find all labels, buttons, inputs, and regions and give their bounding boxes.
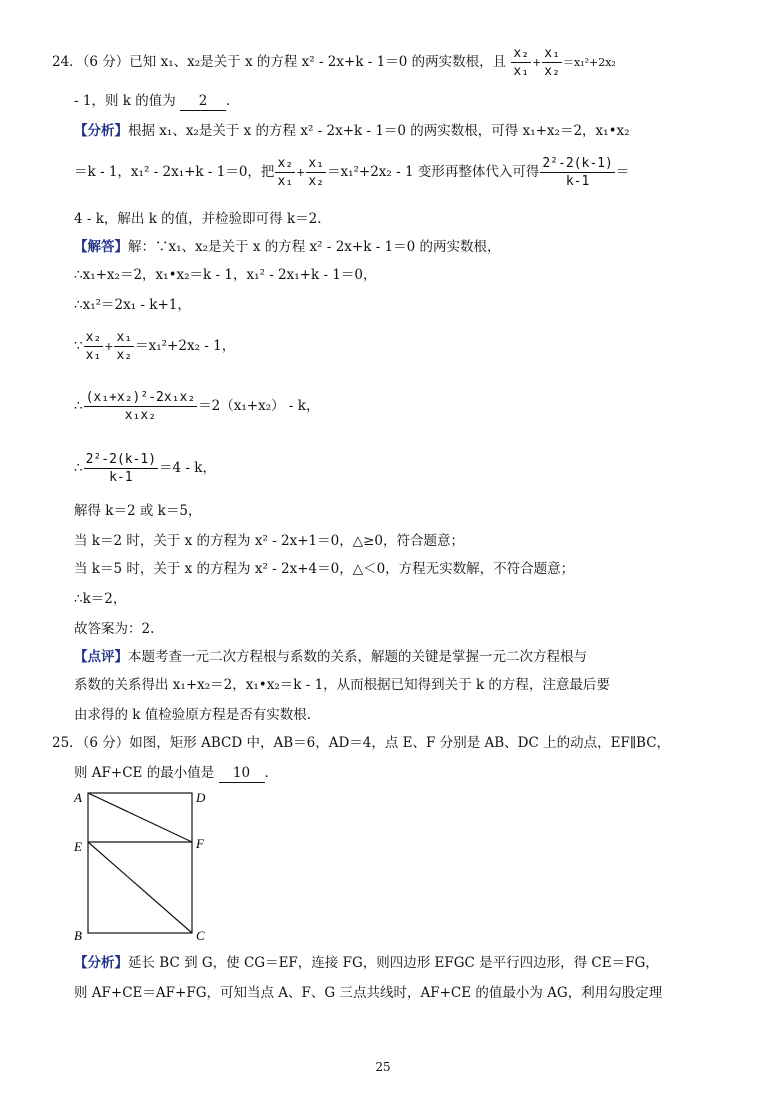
label-e: E: [74, 839, 82, 854]
solution24-fraction-1: $\frac{\text{x₂}}{\text{x₁}}$: [85, 330, 102, 363]
analysis24-fraction-3: $\frac{\text{2²-2(k-1)}}{k-1}$: [542, 156, 613, 189]
q24-answer-blank: 2: [180, 92, 226, 111]
q25-line2: 则 AF+CE 的最小值是 10 ．: [74, 765, 278, 781]
analysis25-line2: 则 AF+CE＝AF+FG，可知当点 A、F、G 三点共线时，AF+CE 的值最小为 AG，利用勾股定理: [74, 985, 663, 1001]
analysis24-line2: ＝k - 1，x₁² - 2x₁+k - 1＝0，把 $\frac{\text{x₂}}{\text{x₁}}$ + $\frac{\text{x₁}}{\text{x₂}}$ ＝x₁²+2x₂ - 1 变形再整体代入可得 $\frac{\text{2²-2(k-1)}}{k-1}$ ＝: [74, 156, 630, 189]
solution24-line3: ∴x₁²＝2x₁ - k+1，: [74, 297, 191, 313]
analysis-tag: 【分析】: [74, 955, 128, 971]
q24-fraction-a: $\frac{\text{x₂}}{\text{x₁}}$: [513, 46, 530, 79]
q24-line1: 24．（6 分）已知 x₁、x₂是关于 x 的方程 x² - 2x+k - 1＝0 的两实数根，且 $\frac{\text{x₂}}{\text{x₁}}$ + $\frac{\text{x₁}}{\text{x₂}}$ ＝x₁²+2x₂: [52, 46, 616, 79]
solution24-fraction-3: $\frac{\text{(x₁+x₂)²-2x₁x₂}}{\text{x₁x₂}}$: [85, 390, 196, 423]
analysis24-line1: 【分析】根据 x₁、x₂是关于 x 的方程 x² - 2x+k - 1＝0 的两实数根，可得 x₁+x₂＝2，x₁•x₂: [74, 123, 630, 139]
solution24-fraction-4: $\frac{\text{2²-2(k-1)}}{k-1}$: [85, 452, 157, 485]
solution24-line8: 当 k＝2 时，关于 x 的方程为 x² - 2x+1＝0，△≥0，符合题意；: [74, 533, 464, 549]
comment24-line1: 【点评】本题考查一元二次方程根与系数的关系，解题的关键是掌握一元二次方程根与: [74, 649, 587, 665]
solution24-line2: ∴x₁+x₂＝2，x₁•x₂＝k - 1，x₁² - 2x₁+k - 1＝0，: [74, 267, 377, 283]
label-f: F: [196, 836, 204, 851]
solution-tag: 【解答】: [74, 239, 128, 255]
comment-tag: 【点评】: [74, 649, 128, 665]
solution24-line4: ∵ $\frac{\text{x₂}}{\text{x₁}}$ + $\frac{\text{x₁}}{\text{x₂}}$ ＝x₁²+2x₂ - 1，: [74, 330, 236, 363]
solution24-fraction-2: $\frac{\text{x₁}}{\text{x₂}}$: [116, 330, 133, 363]
analysis-tag: 【分析】: [74, 123, 128, 139]
solution24-line6: ∴ $\frac{\text{2²-2(k-1)}}{k-1}$ ＝4 - k，: [74, 452, 216, 485]
rectangle-figure: [70, 784, 220, 944]
label-c: C: [196, 928, 205, 943]
label-a: A: [74, 790, 82, 805]
segment-af: [88, 793, 192, 842]
label-b: B: [74, 928, 82, 943]
solution24-line7: 解得 k＝2 或 k＝5，: [74, 503, 202, 519]
analysis24-fraction-1: $\frac{\text{x₂}}{\text{x₁}}$: [277, 156, 294, 189]
solution24-line9: 当 k＝5 时，关于 x 的方程为 x² - 2x+4＝0，△＜0，方程无实数解，不符合题意；: [74, 561, 575, 577]
page-number: 25: [375, 1060, 391, 1074]
comment24-line3: 由求得的 k 值检验原方程是否有实数根.: [74, 707, 312, 723]
rectangle-abcd: [88, 793, 192, 933]
solution24-line1: 【解答】解：∵x₁、x₂是关于 x 的方程 x² - 2x+k - 1＝0 的两实数根，: [74, 239, 501, 255]
analysis25-line1: 【分析】延长 BC 到 G，使 CG＝EF，连接 FG，则四边形 EFGC 是平行四边形，得 CE＝FG，: [74, 955, 659, 971]
label-d: D: [196, 790, 206, 805]
segment-ec: [88, 842, 192, 933]
analysis24-fraction-2: $\frac{\text{x₁}}{\text{x₂}}$: [308, 156, 324, 189]
q24-fraction-b: $\frac{\text{x₁}}{\text{x₂}}$: [544, 46, 560, 79]
solution24-line10: ∴k＝2，: [74, 591, 127, 607]
solution24-line5: ∴ $\frac{\text{(x₁+x₂)²-2x₁x₂}}{\text{x₁x₂}}$ ＝2（x₁+x₂） - k，: [74, 390, 320, 423]
q25-line1: 25．（6 分）如图，矩形 ABCD 中，AB＝6，AD＝4，点 E、F 分别是 AB、DC 上的动点，EF∥BC，: [52, 735, 671, 751]
analysis24-line3: 4 - k，解出 k 的值，并检验即可得 k＝2.: [74, 211, 322, 227]
solution24-line11: 故答案为：2.: [74, 621, 155, 637]
q25-answer-blank: 10: [219, 764, 265, 783]
q24-line2: - 1，则 k 的值为 2 ．: [74, 93, 240, 109]
comment24-line2: 系数的关系得出 x₁+x₂＝2，x₁•x₂＝k - 1，从而根据已知得到关于 k 的方程，注意最后要: [74, 677, 610, 693]
